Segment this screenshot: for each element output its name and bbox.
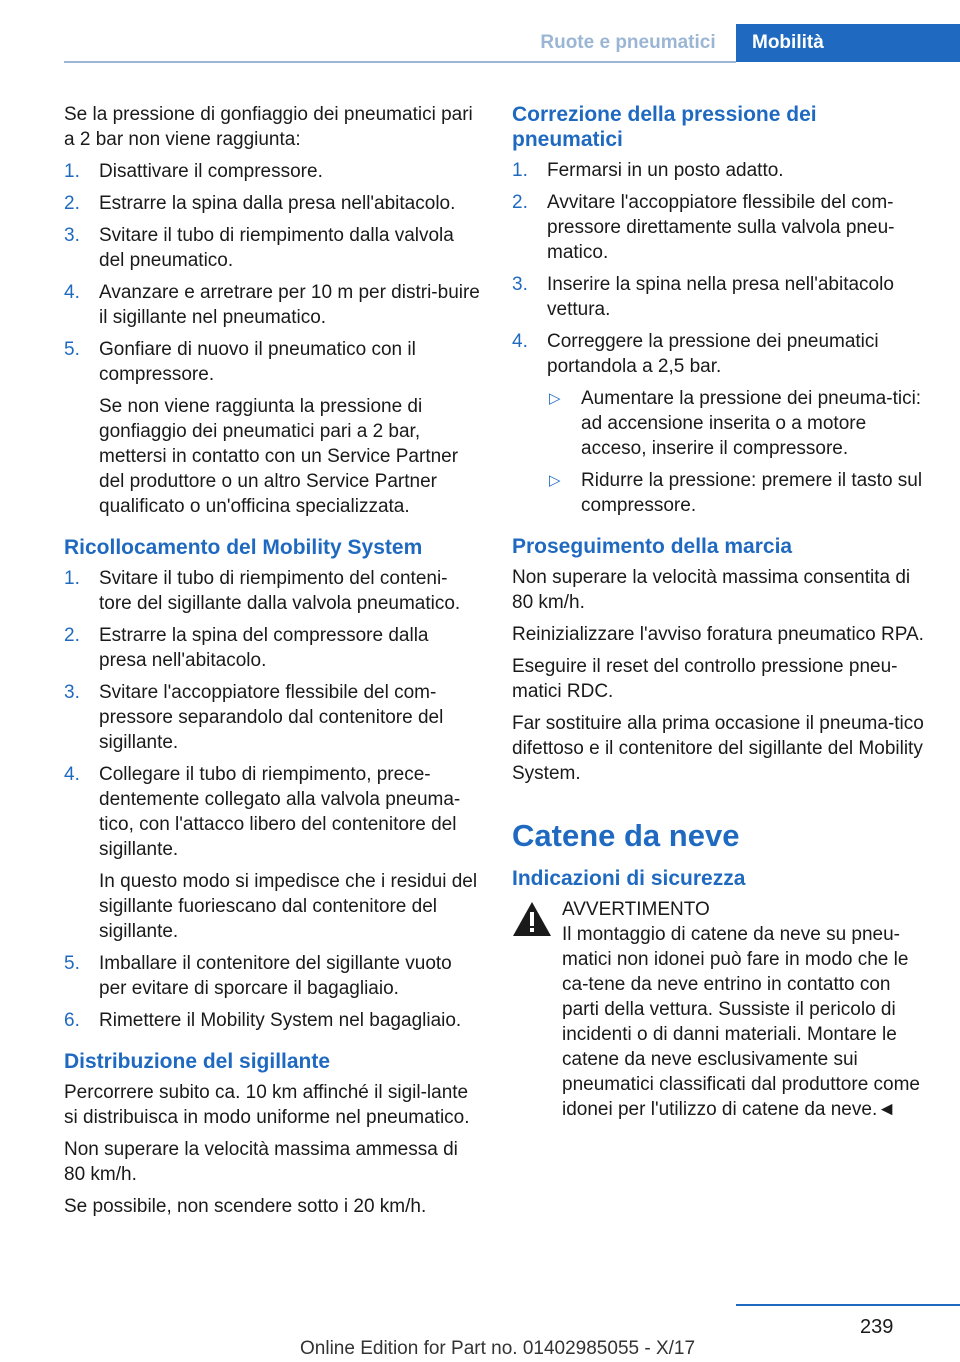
step-text: Svitare il tubo di riempimento dalla valvola del pneumatico. bbox=[99, 225, 454, 271]
bullet-item bbox=[547, 468, 930, 518]
list-item bbox=[64, 762, 480, 944]
paragraph: Non superare la velocità massima ammessa di 80 km/h. bbox=[64, 1139, 458, 1185]
warning-block bbox=[512, 897, 930, 1122]
heading-proseguimento: Proseguimento della marcia bbox=[512, 535, 793, 558]
step-number: 5. bbox=[64, 953, 80, 974]
triangle-bullet-icon: ▷ bbox=[549, 472, 561, 489]
heading-ricollocamento: Ricollocamento del Mobility System bbox=[64, 536, 423, 559]
step-number: 4. bbox=[64, 764, 80, 785]
list-item bbox=[64, 1008, 480, 1033]
paragraph: Non superare la velocità massima consentita di 80 km/h. bbox=[512, 567, 911, 613]
paragraph: Far sostituire alla prima occasione il pneuma‐tico difettoso e il contenitore del sigillante del Mobility System. bbox=[512, 713, 924, 784]
header-rule bbox=[64, 61, 736, 63]
step-number: 2. bbox=[64, 625, 80, 646]
list-item bbox=[64, 951, 480, 1001]
page-header bbox=[0, 24, 960, 62]
bullet-list bbox=[547, 386, 930, 518]
step-text: Svitare l'accoppiatore flessibile del com‐pressore separandolo dal contenitore del sigillante. bbox=[99, 682, 444, 753]
step-number: 4. bbox=[512, 331, 528, 352]
paragraph: Eseguire il reset del controllo pressione pneu‐matici RDC. bbox=[512, 656, 898, 702]
paragraph: Se possibile, non scendere sotto i 20 km/h. bbox=[64, 1196, 427, 1217]
list-item bbox=[64, 566, 480, 616]
chapter-title-catene: Catene da neve bbox=[512, 818, 740, 853]
step-text: Correggere la pressione dei pneumatici portandola a 2,5 bar. bbox=[547, 331, 879, 377]
step-number: 1. bbox=[64, 568, 80, 589]
heading-correzione-pressione: Correzione della pressione dei pneumatici bbox=[512, 103, 817, 151]
list-item bbox=[64, 159, 480, 184]
warning-text: Il montaggio di catene da neve su pneu‐matici non idonei può fare in modo che le ca‐tene da neve entrino in contatto con parti della vettura. Sussiste il pericolo di incidenti o di danni materiali. Montare le catene da neve esclusivamente sui pneumatici classificati dal produttore come idonei per l'utilizzo di catene da neve.◄ bbox=[562, 924, 921, 1120]
warning-title: AVVERTIMENTO bbox=[562, 899, 710, 920]
step-text: Inserire la spina nella presa nell'abitacolo vettura. bbox=[547, 274, 894, 320]
step-text: Imballare il contenitore del sigillante vuoto per evitare di sporcare il bagagliaio. bbox=[99, 953, 452, 999]
list-item bbox=[512, 190, 930, 265]
footer-rule bbox=[736, 1304, 960, 1306]
list-item bbox=[512, 272, 930, 322]
step-text: Rimettere il Mobility System nel bagagliaio. bbox=[99, 1010, 462, 1031]
step-text: Collegare il tubo di riempimento, prece‐dentemente collegato alla valvola pneuma‐tico, con l'attacco libero del contenitore del sigillante. bbox=[99, 764, 461, 860]
intro-paragraph: Se la pressione di gonfiaggio dei pneumatici pari a 2 bar non viene raggiunta: bbox=[64, 104, 473, 150]
step-text: Estrarre la spina del compressore dalla presa nell'abitacolo. bbox=[99, 625, 429, 671]
edition-note: Online Edition for Part no. 01402985055 - X/17 bbox=[300, 1338, 696, 1359]
header-chapter-tab: Mobilità bbox=[736, 24, 960, 62]
steps-list-correzione bbox=[512, 158, 930, 518]
heading-sicurezza: Indicazioni di sicurezza bbox=[512, 867, 746, 890]
step-number: 5. bbox=[64, 339, 80, 360]
bullet-text: Ridurre la pressione: premere il tasto sul compressore. bbox=[581, 470, 923, 516]
step-text: Estrarre la spina dalla presa nell'abitacolo. bbox=[99, 193, 456, 214]
list-item bbox=[512, 158, 930, 183]
bullet-text: Aumentare la pressione dei pneuma‐tici: ad accensione inserita o a motore acceso, inserire il compressore. bbox=[581, 388, 922, 459]
step-text: Gonfiare di nuovo il pneumatico con il compressore. bbox=[99, 339, 416, 385]
warning-triangle-icon bbox=[512, 901, 552, 937]
list-item bbox=[64, 680, 480, 755]
header-section-title: Ruote e pneumatici bbox=[540, 32, 716, 53]
step-text: Svitare il tubo di riempimento del conteni‐tore del sigillante dalla valvola pneumatico. bbox=[99, 568, 461, 614]
step-number: 1. bbox=[512, 160, 528, 181]
step-number: 3. bbox=[64, 225, 80, 246]
step-number: 3. bbox=[64, 682, 80, 703]
list-item bbox=[512, 329, 930, 518]
list-item bbox=[64, 337, 480, 519]
list-item bbox=[64, 191, 480, 216]
step-number: 4. bbox=[64, 282, 80, 303]
step-number: 2. bbox=[64, 193, 80, 214]
paragraph: Percorrere subito ca. 10 km affinché il sigil‐lante si distribuisca in modo uniforme nel pneumatico. bbox=[64, 1082, 470, 1128]
step-number: 1. bbox=[64, 161, 80, 182]
step-text: Disattivare il compressore. bbox=[99, 161, 323, 182]
triangle-bullet-icon: ▷ bbox=[549, 390, 561, 407]
step-text: Avvitare l'accoppiatore flessibile del com‐pressore direttamente sulla valvola pneu‐matico. bbox=[547, 192, 895, 263]
step-note: In questo modo si impedisce che i residui del sigillante fuoriescano dal contenitore del sigillante. bbox=[99, 871, 478, 942]
step-number: 6. bbox=[64, 1010, 80, 1031]
paragraph: Reinizializzare l'avviso foratura pneumatico RPA. bbox=[512, 624, 924, 645]
bullet-item bbox=[547, 386, 930, 461]
step-note: Se non viene raggiunta la pressione di gonfiaggio dei pneumatici pari a 2 bar, mettersi in contatto con un Service Partner del produttore o un altro Service Partner qualificato o un'officina specializzata. bbox=[99, 396, 459, 517]
page-number: 239 bbox=[860, 1316, 894, 1338]
steps-list-pressure-not-reached bbox=[64, 159, 480, 519]
list-item bbox=[64, 280, 480, 330]
step-number: 2. bbox=[512, 192, 528, 213]
step-text: Fermarsi in un posto adatto. bbox=[547, 160, 784, 181]
list-item bbox=[64, 623, 480, 673]
left-column bbox=[64, 102, 480, 1226]
right-column bbox=[512, 102, 930, 1122]
steps-list-ricollocamento bbox=[64, 566, 480, 1033]
step-text: Avanzare e arretrare per 10 m per distri‐buire il sigillante nel pneumatico. bbox=[99, 282, 480, 328]
step-number: 3. bbox=[512, 274, 528, 295]
heading-distribuzione: Distribuzione del sigillante bbox=[64, 1050, 331, 1073]
list-item bbox=[64, 223, 480, 273]
